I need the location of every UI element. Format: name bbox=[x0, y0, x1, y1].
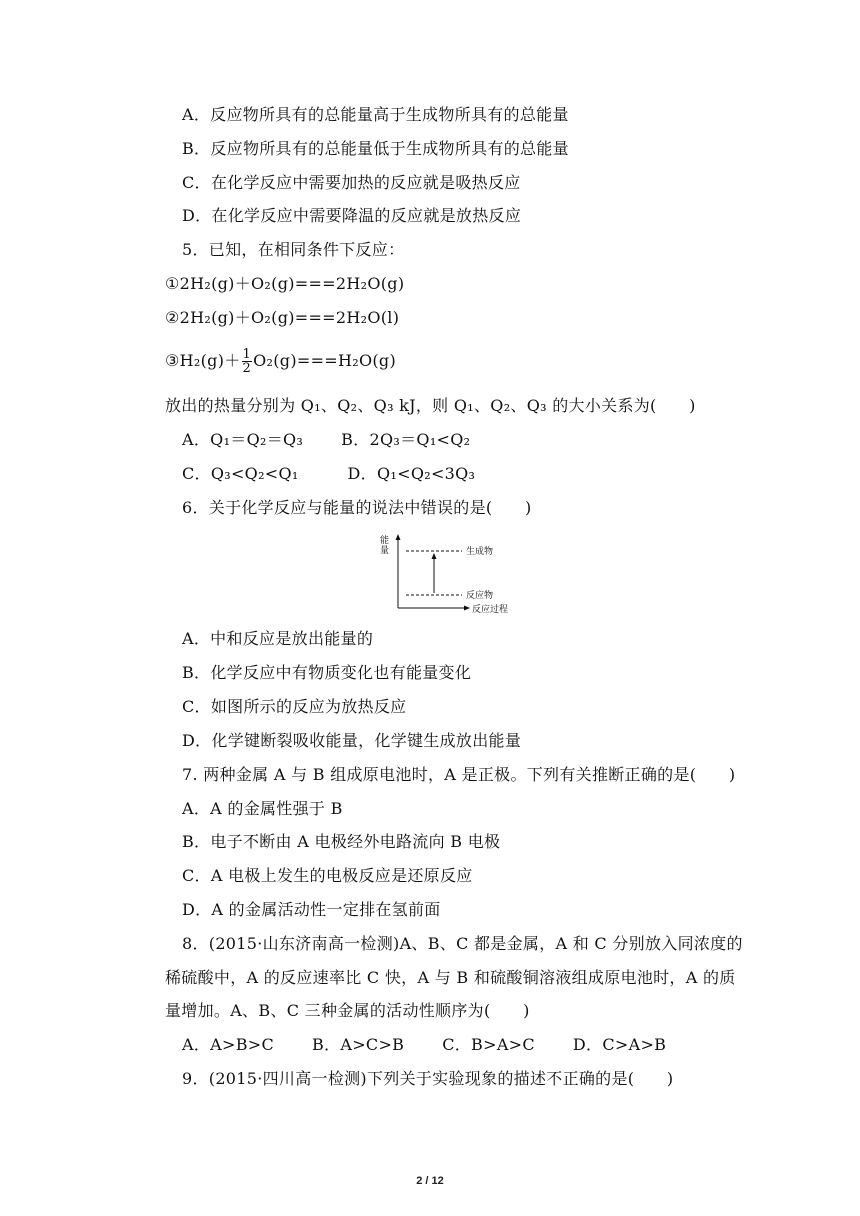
q4-option-b: B．反应物所具有的总能量低于生成物所具有的总能量 bbox=[182, 139, 569, 158]
q6-stem: 6．关于化学反应与能量的说法中错误的是( ) bbox=[182, 498, 532, 517]
q5-heat-text: 放出的热量分别为 Q₁、Q₂、Q₃ kJ，则 Q₁、Q₂、Q₃ 的大小关系为( ) bbox=[165, 396, 696, 415]
q8-stem-line-1: 8．(2015·山东济南高一检测)A、B、C 都是金属，A 和 C 分别放入同浓度的 bbox=[182, 934, 743, 953]
q9-stem: 9．(2015·四川高一检测)下列关于实验现象的描述不正确的是( ) bbox=[182, 1069, 674, 1088]
q4-option-a: A．反应物所具有的总能量高于生成物所具有的总能量 bbox=[182, 105, 569, 124]
fraction-numerator: 1 bbox=[242, 347, 252, 362]
y-axis-label-char-1: 能 bbox=[380, 536, 390, 546]
q5-reaction-3 bbox=[165, 344, 396, 378]
x-axis-label: 反应过程 bbox=[472, 605, 509, 615]
q4-option-c: C．在化学反应中需要加热的反应就是吸热反应 bbox=[182, 173, 521, 192]
q7-option-a: A．A 的金属性强于 B bbox=[182, 799, 343, 818]
y-axis-label-char-2: 量 bbox=[380, 546, 390, 556]
q8-options: A．A>B>C B．A>C>B C．B>A>C D．C>A>B bbox=[182, 1035, 667, 1054]
reactant-label: 反应物 bbox=[466, 591, 494, 601]
q5-options-ab: A．Q₁＝Q₂＝Q₃ B．2Q₃＝Q₁<Q₂ bbox=[182, 430, 471, 449]
q5-reaction-2: ②2H₂(g)＋O₂(g)===2H₂O(l) bbox=[165, 308, 400, 327]
q7-option-c: C．A 电极上发生的电极反应是还原反应 bbox=[182, 866, 473, 885]
q6-option-a: A．中和反应是放出能量的 bbox=[182, 629, 374, 648]
q4-option-d: D．在化学反应中需要降温的反应就是放热反应 bbox=[182, 206, 522, 225]
q8-stem-line-3: 量增加。A、B、C 三种金属的活动性顺序为( ) bbox=[165, 1001, 530, 1020]
q7-stem: 7. 两种金属 A 与 B 组成原电池时，A 是正极。下列有关推断正确的是( ) bbox=[182, 765, 736, 784]
q5-stem: 5．已知，在相同条件下反应： bbox=[182, 240, 405, 259]
product-label: 生成物 bbox=[466, 547, 494, 557]
q5-options-cd: C．Q₃<Q₂<Q₁ D．Q₁<Q₂<3Q₃ bbox=[182, 464, 476, 483]
q5-reaction-1: ①2H₂(g)＋O₂(g)===2H₂O(g) bbox=[165, 274, 405, 293]
q6-option-b: B．化学反应中有物质变化也有能量变化 bbox=[182, 663, 472, 682]
energy-change-arrow bbox=[432, 553, 437, 559]
q7-option-d: D．A 的金属活动性一定排在氢前面 bbox=[182, 900, 441, 919]
q5-reaction-3-part2: O₂(g)===H₂O(g) bbox=[253, 351, 397, 370]
page-number: 2 / 12 bbox=[416, 1175, 444, 1187]
q8-stem-line-2: 稀硫酸中，A 的反应速率比 C 快，A 与 B 和硫酸铜溶液组成原电池时，A 的质 bbox=[165, 968, 736, 987]
x-axis-arrow bbox=[464, 606, 470, 611]
fraction-denominator: 2 bbox=[242, 361, 252, 376]
energy-diagram bbox=[378, 533, 528, 615]
q5-reaction-3-part1: ③H₂(g)＋ bbox=[165, 351, 241, 370]
q6-option-d: D．化学键断裂吸收能量，化学键生成放出能量 bbox=[182, 731, 522, 750]
q6-option-c: C．如图所示的反应为放热反应 bbox=[182, 697, 407, 716]
q7-option-b: B．电子不断由 A 电极经外电路流向 B 电极 bbox=[182, 832, 501, 851]
y-axis-arrow bbox=[396, 534, 401, 540]
y-axis-label bbox=[380, 534, 389, 556]
fraction-half bbox=[242, 348, 253, 375]
